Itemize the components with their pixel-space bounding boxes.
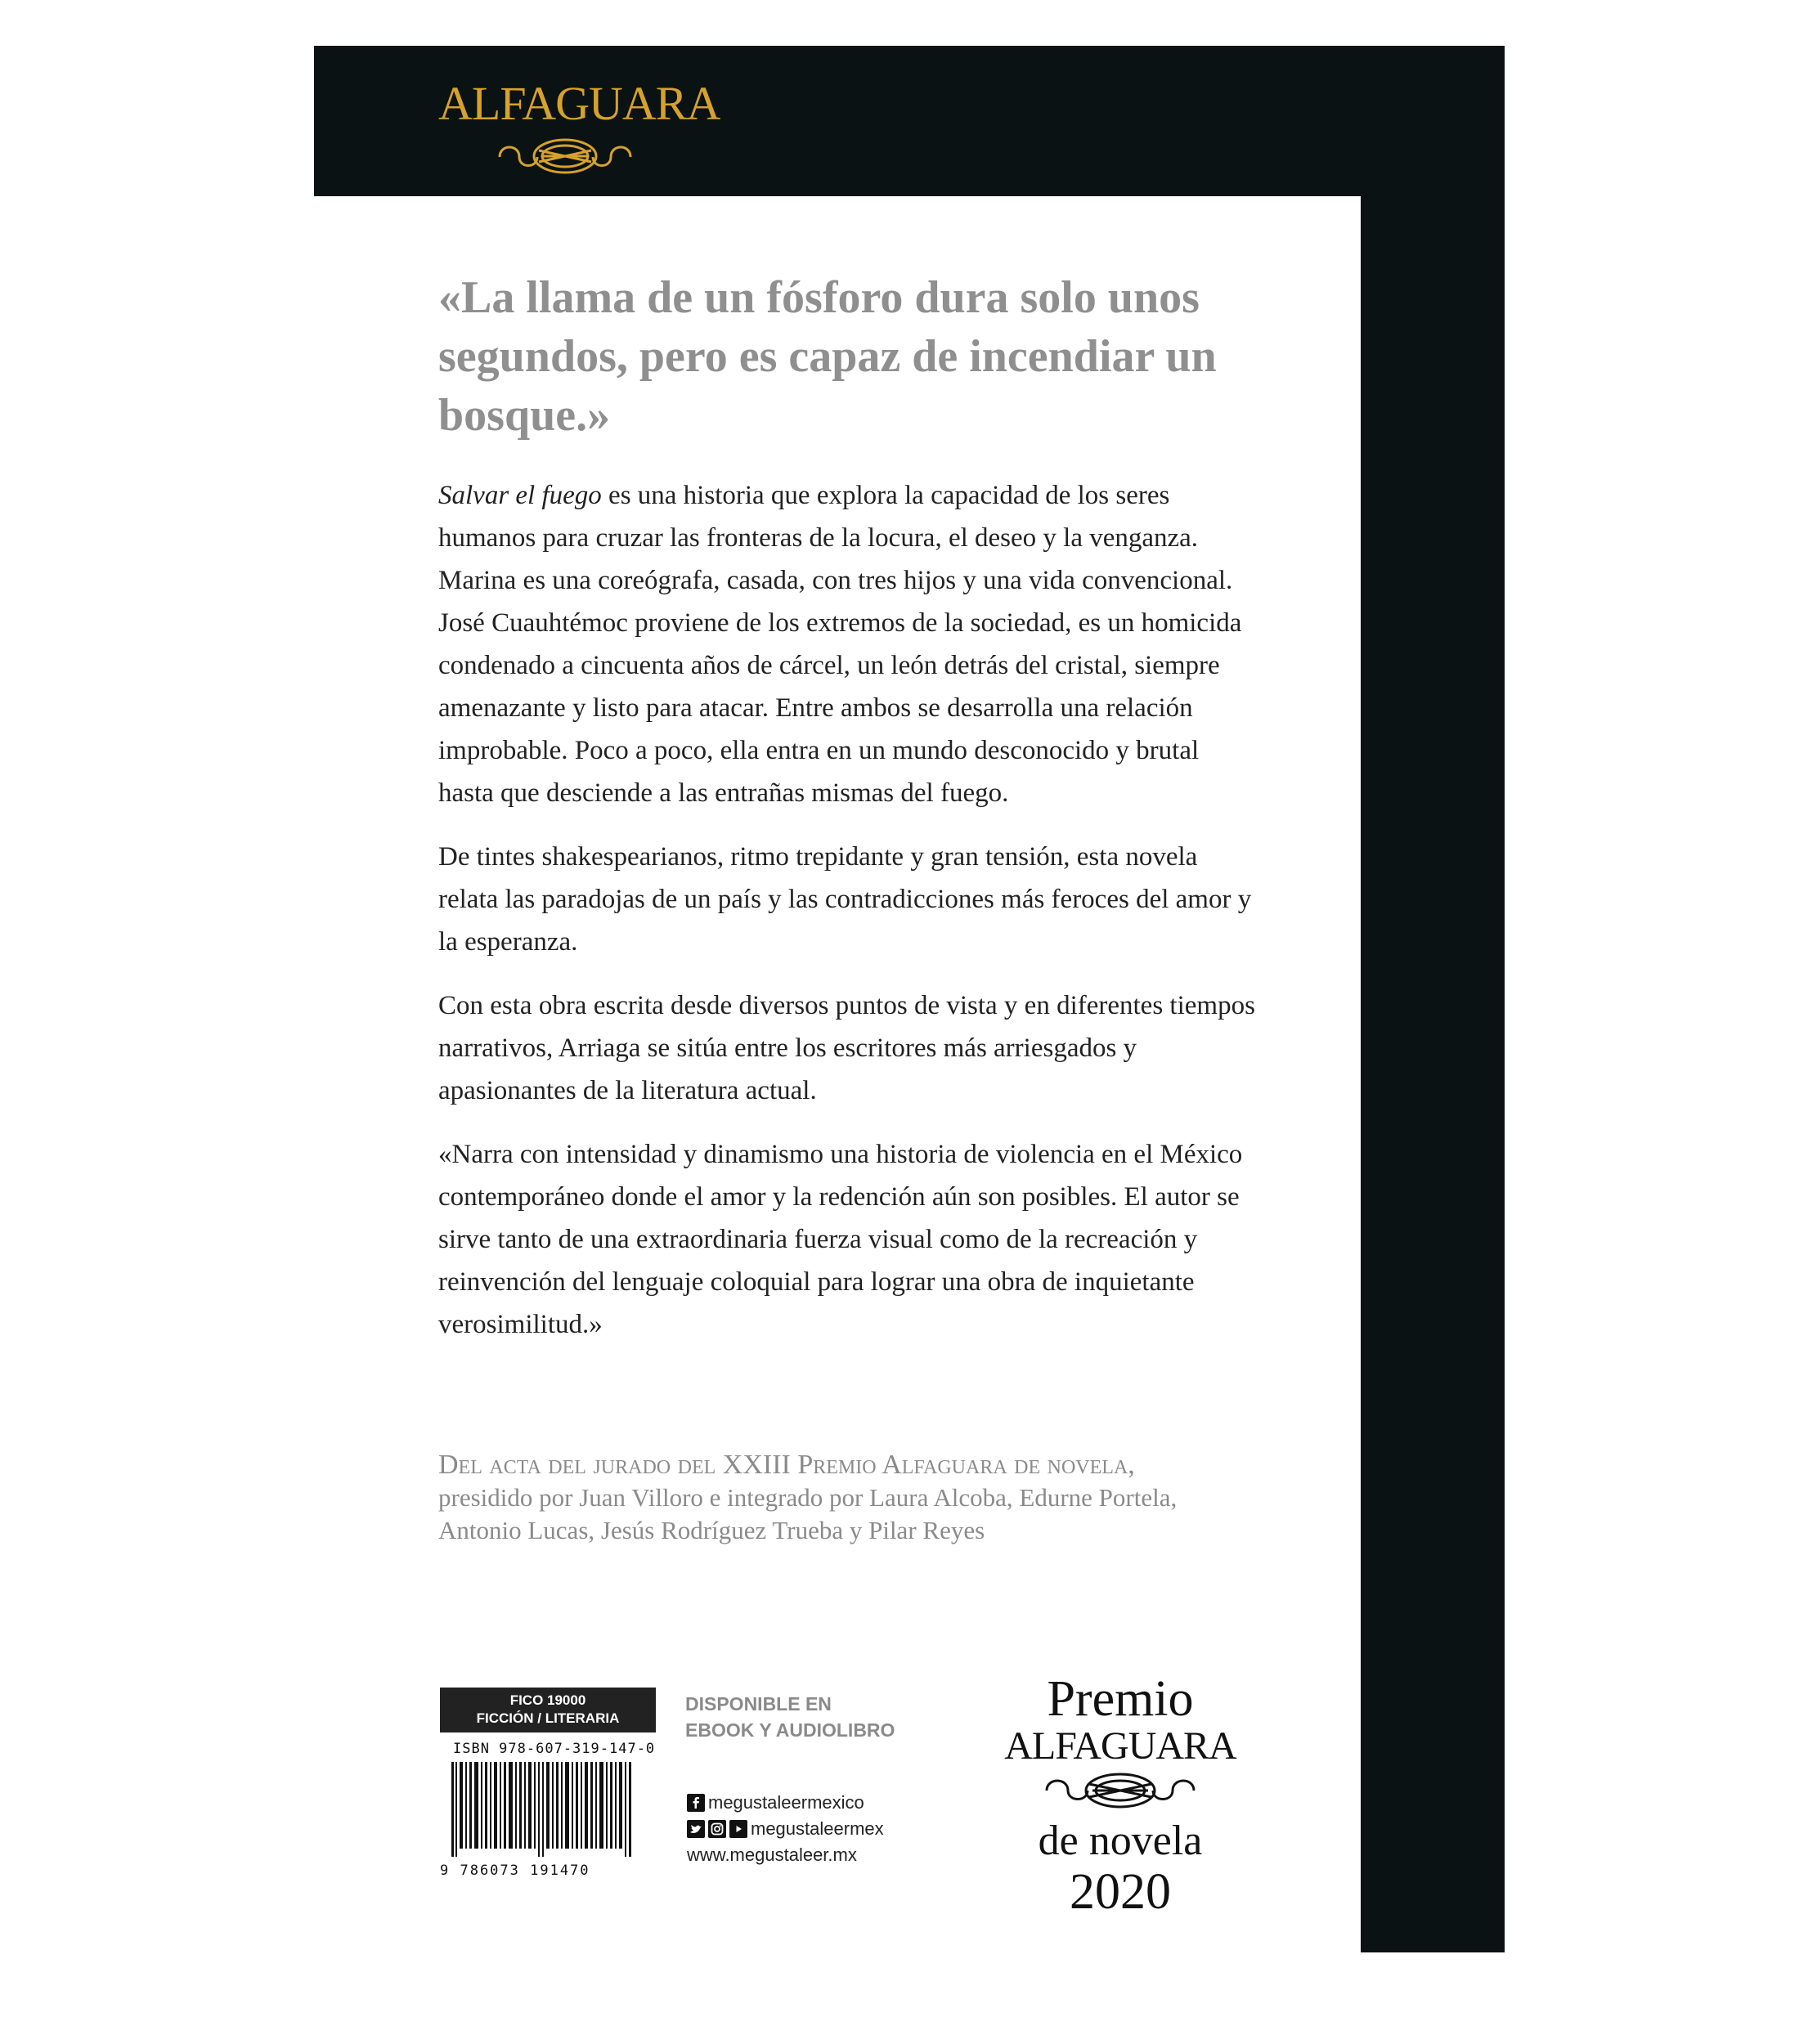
social-handle: megustaleermex [751,1818,884,1839]
jury-quote: «Narra con intensidad y dinamismo una historia de violencia en el México contemporáneo donde el amor y la redención aún son posibles. El autor se sirve tanto de una extraordinaria fuerza visual como de la recreación y reinvención del lenguaje coloquial para lograr una obra de inquietante verosimilitud.» [438,1140,1243,1339]
barcode-digits: 9 786073 191470 [440,1862,590,1879]
category-code: FICO 19000 [509,1692,586,1708]
facebook-row [687,1791,884,1815]
paragraph-2: De tintes shakespearianos, ritmo trepidante y gran tensión, esta novela relata las paradojas de un país y las contradicciones más feroces del amor y la esperanza. [438,842,1252,957]
barcode-icon [440,1762,656,1857]
category-label [440,1688,656,1732]
award-ornament-icon [1039,1768,1202,1813]
category-name: FICCIÓN / LITERARIA [476,1710,620,1726]
social-links [687,1791,884,1869]
award-year: 2020 [1070,1864,1171,1920]
book-title: Salvar el fuego [438,481,602,510]
website-row [687,1843,884,1867]
paragraph-3: Con esta obra escrita desde diversos puntos de vista y en diferentes tiempos narrativos, Arriaga se sitúa entre los escritores más arriesgados y apasionantes de la literatura actual. [438,991,1255,1105]
twitter-instagram-youtube-row [687,1817,884,1841]
instagram-icon [708,1820,726,1838]
credit-line-2: presidido por Juan Villoro e integrado por Laura Alcoba, Edurne Portela, [438,1483,1178,1512]
barcode-block [440,1688,656,1879]
paragraph-1 [438,474,1256,814]
availability-line-2: EBOOK Y AUDIOLIBRO [685,1719,895,1741]
award-line-1: Premio [1047,1671,1194,1727]
award-line-3: de novela [1038,1818,1203,1864]
youtube-icon [729,1820,747,1838]
website-link: www.megustaleer.mx [687,1845,857,1865]
synopsis [438,474,1256,1367]
brand-name: ALFAGUARA [438,77,720,130]
award-line-2: ALFAGUARA [1004,1724,1236,1768]
pull-quote: «La llama de un fósforo dura solo unos segundos, pero es capaz de incendiar un bosque.» [438,272,1217,441]
credit-line-3: Antonio Lucas, Jesús Rodríguez Trueba y Pilar Reyes [438,1516,985,1544]
credit-line-1: Del acta del jurado del XXIII Premio Alfaguara de novela, [438,1450,1135,1480]
award-seal [973,1673,1267,1919]
right-black-band [1361,46,1505,1952]
facebook-icon [687,1794,705,1812]
facebook-handle: megustaleermexico [708,1792,864,1813]
alfaguara-logo [438,77,720,180]
twitter-icon [687,1820,705,1838]
availability-line-1: DISPONIBLE EN [685,1693,832,1715]
isbn: ISBN 978-607-319-147-0 [453,1741,656,1757]
paragraph-1-text: es una historia que explora la capacidad de los seres humanos para cruzar las fronteras de la locura, el deseo y la venganza. Marina es una coreógrafa, casada, con tres hijos y una vida convencional. José Cuauhtémoc proviene de los extremos de la sociedad, es un homicida condenado a cincuenta años de cárcel, un león detrás del cristal, siempre amenazante y listo para atacar. Entre ambos se desarrolla una relación improbable. Poco a poco, ella entra en un mundo desconocido y brutal hasta que desciende a las entrañas mismas del fuego. [438,481,1242,808]
ornament-icon [491,132,639,180]
jury-credit [438,1449,1305,1547]
availability-note [685,1691,895,1743]
